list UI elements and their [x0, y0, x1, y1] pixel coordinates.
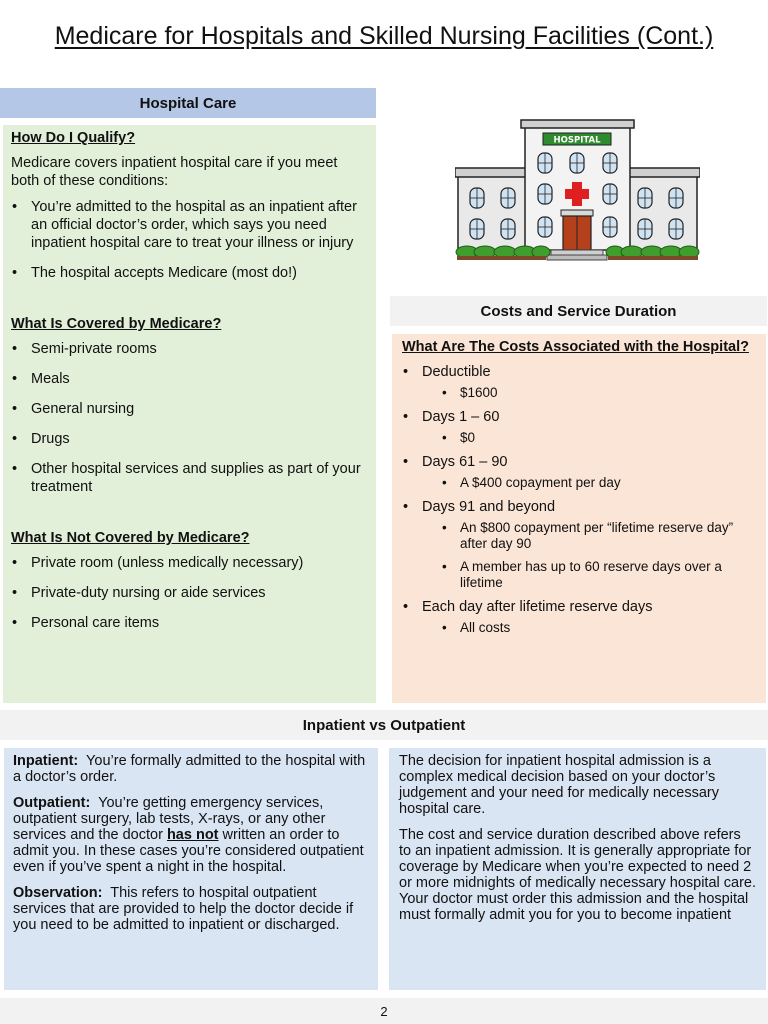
observation-definition: Observation: This refers to hospital outpatient services that are provided to help the doctor decide if you need to be admitted to inpatient or discharged. [13, 885, 354, 933]
qualify-title: How Do I Qualify? [11, 130, 136, 146]
list-item: • Private room (unless medically necessary) [11, 554, 368, 572]
page-title: Medicare for Hospitals and Skilled Nursing Facilities (Cont.) [54, 22, 714, 50]
costs-list [402, 363, 756, 636]
list-item: • General nursing [11, 400, 368, 418]
hospital-sign-text: HOSPITAL [553, 135, 601, 146]
list-item: • You’re admitted to the hospital as an inpatient after an official doctor’s order, which says you need inpatient hospital care to treat your illness or injury [11, 198, 368, 252]
page-number: 2 [0, 998, 768, 1024]
list-item: • Other hospital services and supplies as part of your treatment [11, 460, 368, 496]
list-item: • Each day after lifetime reserve days • All costs [402, 598, 756, 636]
list-item: • Meals [11, 370, 368, 388]
hospital-building-icon [455, 118, 700, 270]
outpatient-definition: Outpatient: You’re getting emergency services, outpatient surgery, lab tests, X-rays, or any other services and the doctor has not written an order to admit you. In these cases you’re considered outpatient even if you’ve spent a night in the hospital. [13, 795, 364, 875]
costs-panel [392, 334, 766, 703]
costs-header: Costs and Service Duration [390, 296, 767, 326]
list-subitem: • $1600 [422, 385, 756, 401]
admission-note: The cost and service duration described above refers to an inpatient admission. It is generally appropriate for coverage by Medicare when you’re expected to need 2 or more midnights of medically necessary hospital care. Your doctor must order this admission and the hospital must formally admit you for you to become inpatient [399, 827, 757, 923]
not-covered-list [11, 554, 368, 632]
list-subitem: • An $800 copayment per “lifetime reserve day” after day 90 [422, 520, 756, 552]
list-item: • Personal care items [11, 614, 368, 632]
admission-notes-panel [389, 748, 766, 990]
list-subitem: • $0 [422, 430, 756, 446]
list-subitem: • A member has up to 60 reserve days over a lifetime [422, 559, 756, 591]
list-item: • Days 1 – 60 • $0 [402, 408, 756, 446]
list-item: • Semi-private rooms [11, 340, 368, 358]
list-item: • Private-duty nursing or aide services [11, 584, 368, 602]
hospital-care-panel [3, 125, 376, 703]
hospital-care-header: Hospital Care [0, 88, 376, 118]
covered-title: What Is Covered by Medicare? [11, 316, 222, 332]
list-item: • Days 91 and beyond • An $800 copayment per “lifetime reserve day” after day 90 • A member has up to 60 reserve days over a lifetime [402, 498, 756, 591]
not-covered-title: What Is Not Covered by Medicare? [11, 530, 250, 546]
costs-title: What Are The Costs Associated with the Hospital? [402, 339, 749, 355]
admission-note: The decision for inpatient hospital admission is a complex medical decision based on your doctor’s judgement and your need for medically necessary hospital care. [399, 753, 719, 817]
qualify-list [11, 198, 368, 282]
inpatient-outpatient-header: Inpatient vs Outpatient [0, 710, 768, 740]
list-item: • Days 61 – 90 • A $400 copayment per day [402, 453, 756, 491]
inpatient-definition: Inpatient: You’re formally admitted to the hospital with a doctor’s order. [13, 753, 366, 785]
list-item: • The hospital accepts Medicare (most do!) [11, 264, 368, 282]
covered-list [11, 340, 368, 496]
list-subitem: • All costs [422, 620, 756, 636]
list-subitem: • A $400 copayment per day [422, 475, 756, 491]
list-item: • Drugs [11, 430, 368, 448]
qualify-intro: Medicare covers inpatient hospital care if you meet both of these conditions: [11, 155, 338, 189]
list-item: • Deductible • $1600 [402, 363, 756, 401]
definitions-panel [4, 748, 378, 990]
